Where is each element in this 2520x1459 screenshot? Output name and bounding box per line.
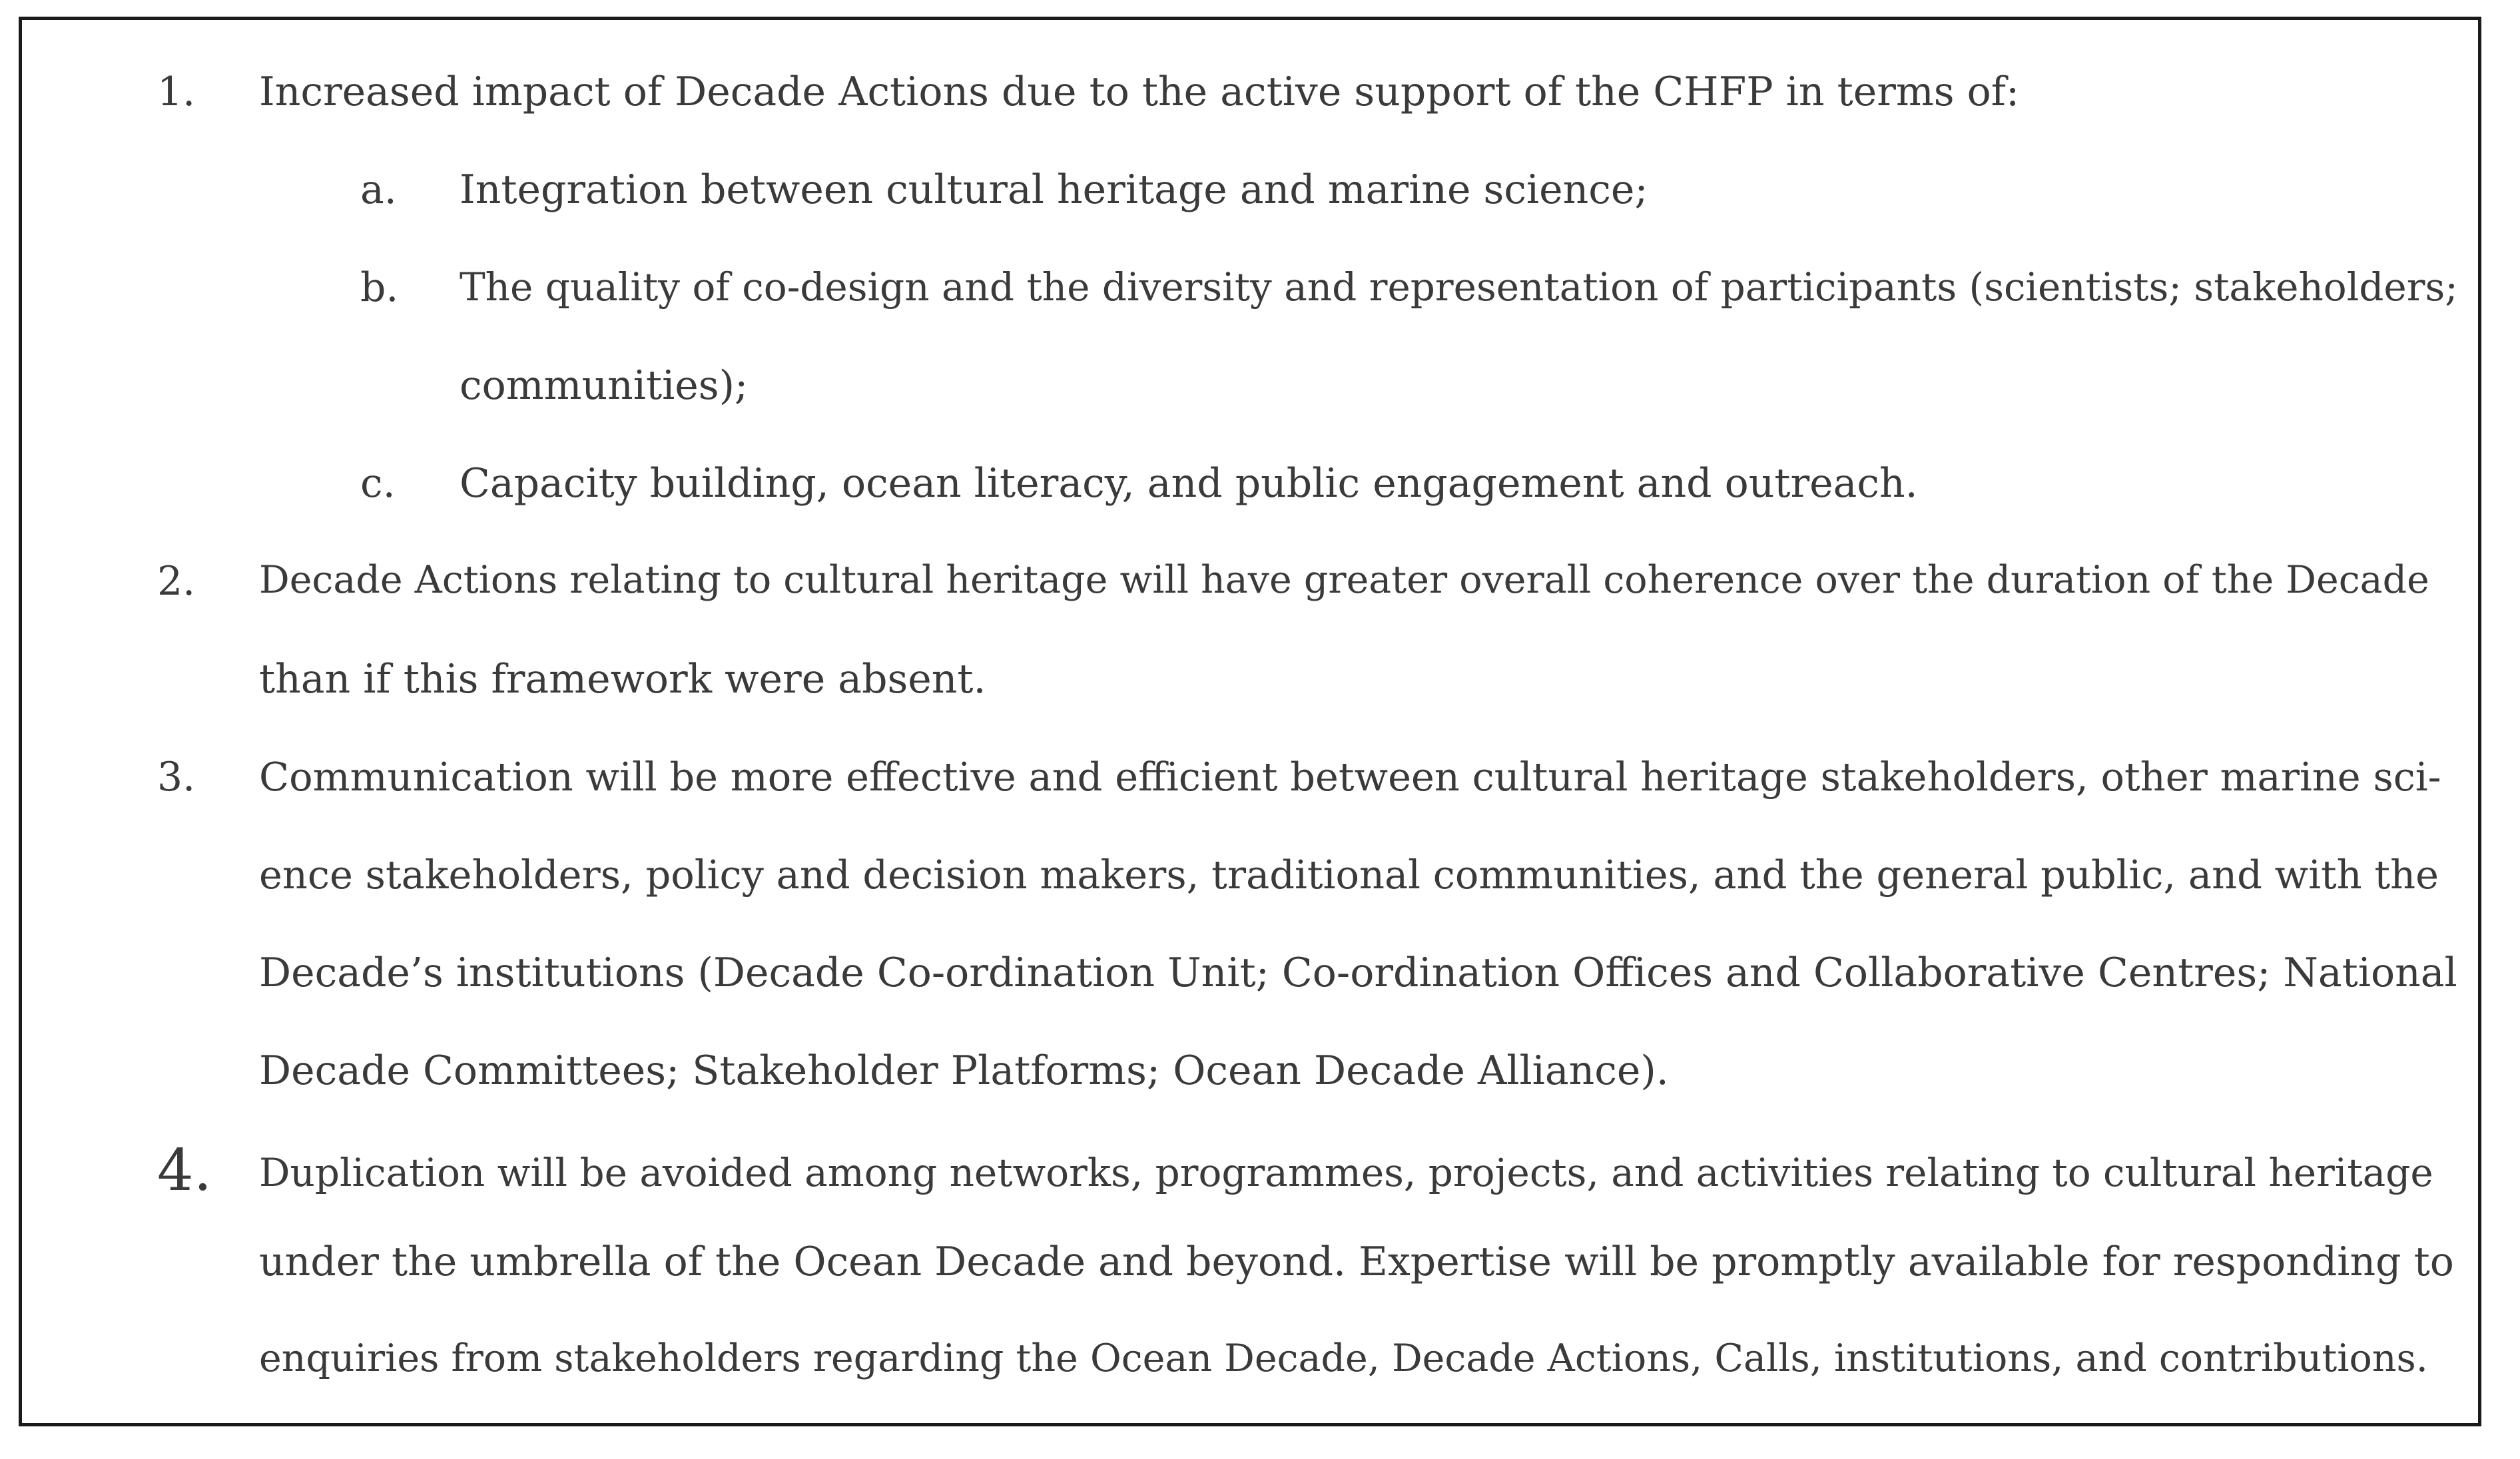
sublist-item-c-line-1: Capacity building, ocean literacy, and public engagement and outreach. [460,460,1918,507]
sublist-item-b-line-2: communities); [460,362,749,409]
list-item-4-line-3: enquiries from stakeholders regarding the Ocean Decade, Decade Actions, Calls, institutions, and contributions. [259,1336,2428,1380]
list-item-3-line-4: Decade Committees; Stakeholder Platforms; Ocean Decade Alliance). [259,1047,1669,1094]
list-marker-1: 1. [157,69,196,115]
list-item-4-line-2: under the umbrella of the Ocean Decade and beyond. Expertise will be promptly available for responding to [259,1239,2454,1285]
sublist-marker-c: c. [360,460,396,507]
list-item-3-line-2: ence stakeholders, policy and decision makers, traditional communities, and the general public, and with the [259,852,2439,898]
list-marker-3: 3. [157,754,196,800]
sublist-marker-a: a. [360,166,397,213]
list-marker-4: 4. [157,1137,212,1204]
list-item-3-line-3: Decade’s institutions (Decade Co-ordination Unit; Co-ordination Offices and Collaborative Centres; National [259,950,2457,996]
sublist-marker-b: b. [360,264,399,311]
outcomes-box [19,17,2481,1426]
sublist-item-b-line-1: The quality of co-design and the diversity and representation of participants (scientists; stakeholders; [460,264,2458,310]
list-item-2-line-1: Decade Actions relating to cultural heritage will have greater overall coherence over the duration of the Decade [259,558,2429,602]
list-item-2-line-2: than if this framework were absent. [259,656,986,703]
list-item-3-line-1: Communication will be more effective and efficient between cultural heritage stakeholders, other marine sci- [259,754,2441,800]
sublist-item-a-line-1: Integration between cultural heritage and marine science; [460,166,1648,213]
list-item-4-line-1: Duplication will be avoided among networks, programmes, projects, and activities relating to cultural heritage [259,1150,2433,1195]
list-marker-2: 2. [157,558,196,605]
list-item-1-line-1: Increased impact of Decade Actions due to the active support of the CHFP in terms of: [259,69,2020,115]
